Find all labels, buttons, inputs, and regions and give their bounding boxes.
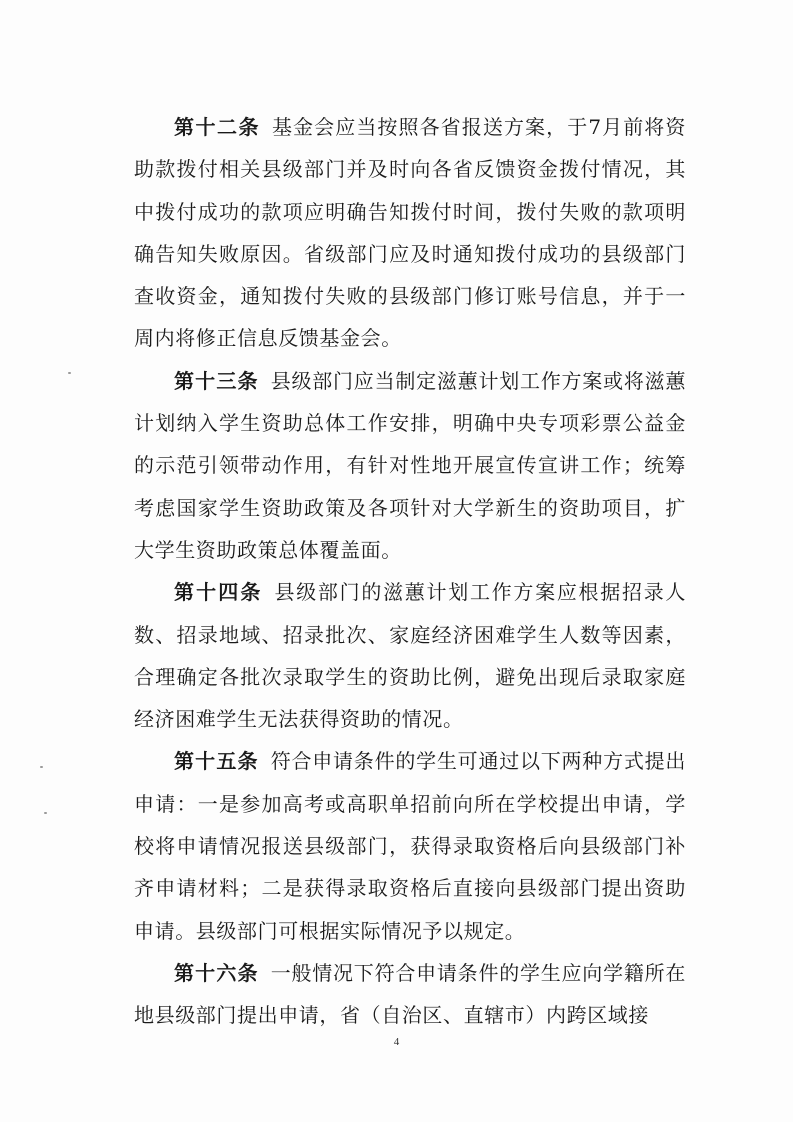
- article-number: 第十四条: [174, 580, 263, 605]
- article-number: 第十五条: [174, 749, 259, 774]
- article-13-paragraph: [134, 360, 686, 571]
- article-number: 第十六条: [174, 960, 259, 985]
- scan-speck: [40, 766, 43, 768]
- article-text: 一般情况下符合申请条件的学生应向学籍所在地县级部门提出申请，省（自治区、直辖市）内跨区域接: [134, 960, 687, 1028]
- article-15-paragraph: [134, 740, 686, 951]
- scan-speck: [44, 812, 47, 814]
- article-text: 县级部门应当制定滋蕙计划工作方案或将滋蕙计划纳入学生资助总体工作安排，明确中央专项彩票公益金的示范引领带动作用，有针对性地开展宣传宣讲工作；统筹考虑国家学生资助政策及各项针对大学新生的资助项目，扩大学生资助政策总体覆盖面。: [134, 368, 687, 562]
- article-text: 县级部门的滋蕙计划工作方案应根据招录人数、招录地域、招录批次、家庭经济困难学生人数等因素，合理确定各批次录取学生的资助比例，避免出现后录取家庭经济困难学生无法获得资助的情况。: [134, 580, 687, 732]
- article-12-paragraph: [134, 106, 686, 360]
- article-14-paragraph: [134, 571, 686, 740]
- article-number: 第十三条: [174, 368, 259, 393]
- document-body: [134, 106, 686, 1037]
- article-number: 第十二条: [174, 115, 260, 139]
- article-text: 基金会应当按照各省报送方案，于7月前将资助款拨付相关县级部门并及时向各省反馈资金拨付情况，其中拨付成功的款项应明确告知拨付时间，拨付失败的款项明确告知失败原因。省级部门应及时通知拨付成功的县级部门查收资金，通知拨付失败的县级部门修订账号信息，并于一周内将修正信息反馈基金会。: [134, 115, 686, 351]
- scan-speck: [68, 372, 71, 374]
- page-number: 4: [393, 1036, 400, 1048]
- article-16-paragraph: [134, 952, 686, 1037]
- article-text: 符合申请条件的学生可通过以下两种方式提出申请：一是参加高考或高职单招前向所在学校提出申请，学校将申请情况报送县级部门，获得录取资格后向县级部门补齐申请材料；二是获得录取资格后直接向县级部门提出资助申请。县级部门可根据实际情况予以规定。: [134, 749, 687, 943]
